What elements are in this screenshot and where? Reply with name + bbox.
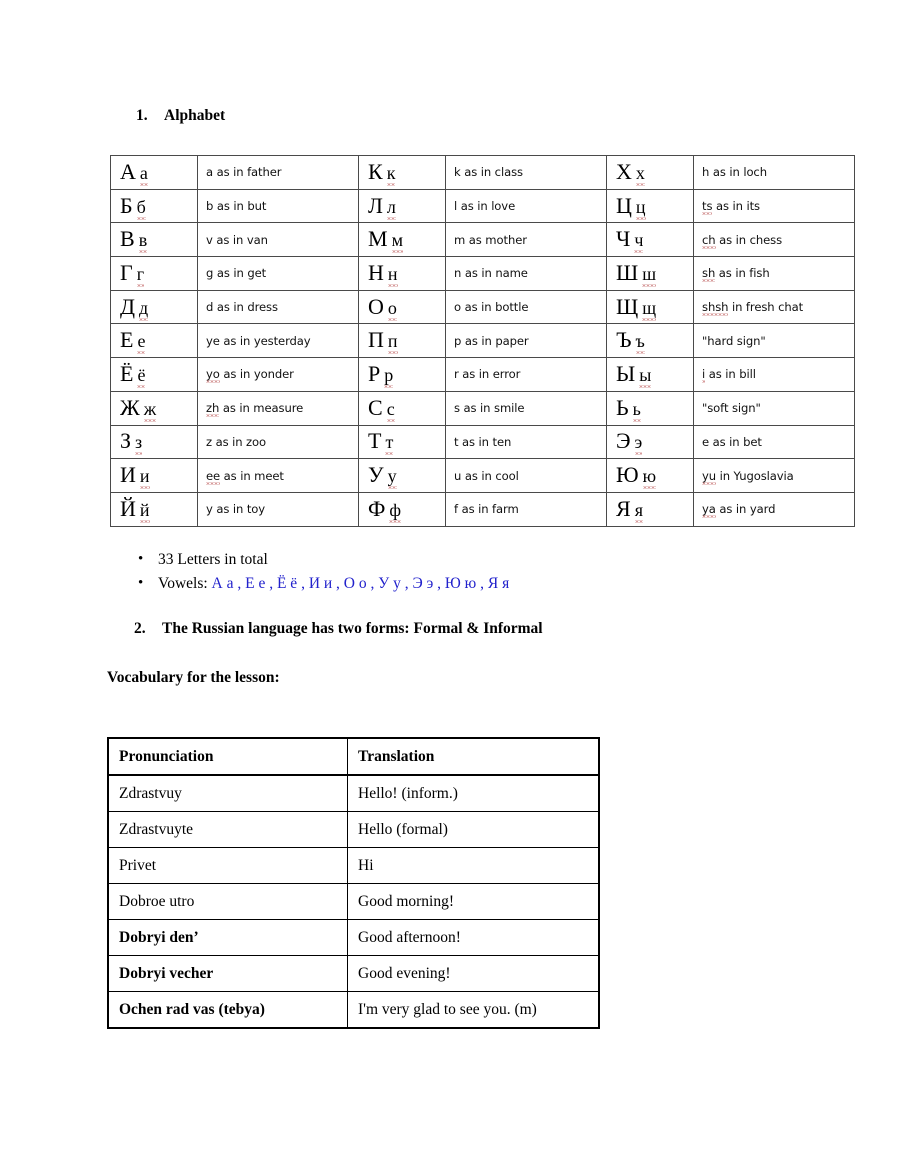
spellcheck-flagged-text: ya — [702, 502, 716, 517]
alphabet-description-cell — [198, 189, 359, 223]
alphabet-description-cell — [694, 391, 855, 425]
cyrillic-lowercase: я — [635, 500, 643, 523]
cyrillic-uppercase: Г — [120, 259, 133, 285]
cyrillic-uppercase: Я — [616, 495, 631, 521]
alphabet-letter-cell — [111, 223, 198, 257]
cyrillic-lowercase: е — [137, 331, 145, 354]
alphabet-description-text: as in yonder — [219, 367, 294, 382]
cyrillic-uppercase: Ё — [120, 360, 134, 386]
alphabet-description-cell — [446, 257, 607, 291]
alphabet-description-cell — [694, 358, 855, 392]
alphabet-letter-cell — [607, 189, 694, 223]
alphabet-letter-cell — [359, 189, 446, 223]
alphabet-description-cell — [446, 358, 607, 392]
alphabet-description-text: as in fish — [715, 266, 770, 281]
spellcheck-flagged-text: shsh — [702, 300, 729, 315]
alphabet-description-cell — [446, 425, 607, 459]
vocabulary-table-row — [108, 956, 599, 992]
alphabet-table-row — [111, 459, 855, 493]
alphabet-description-text: r as in error — [454, 367, 521, 382]
cyrillic-lowercase: о — [388, 298, 397, 321]
cyrillic-lowercase: ш — [642, 264, 656, 287]
cyrillic-lowercase: н — [388, 264, 398, 287]
cyrillic-uppercase: Л — [368, 192, 383, 218]
cyrillic-lowercase: м — [392, 230, 403, 253]
alphabet-description-text: z as in zoo — [206, 434, 267, 449]
alphabet-description-cell — [198, 257, 359, 291]
alphabet-letter-cell — [359, 492, 446, 526]
list-item-vowels — [108, 572, 509, 596]
cyrillic-lowercase: л — [387, 197, 396, 220]
cyrillic-lowercase: ч — [634, 230, 643, 253]
vocabulary-table-body — [108, 738, 599, 1028]
spellcheck-flagged-text: ch — [702, 232, 716, 247]
alphabet-description-cell — [694, 156, 855, 190]
alphabet-description-text: l as in love — [454, 199, 516, 214]
alphabet-letter-cell — [607, 459, 694, 493]
cyrillic-lowercase: х — [636, 163, 645, 186]
alphabet-description-text: u as in cool — [454, 468, 519, 483]
cyrillic-uppercase: Ф — [368, 495, 386, 521]
alphabet-description-text: h as in loch — [702, 165, 767, 180]
section-title: The Russian language has two forms: Formal & Informal — [162, 620, 543, 637]
vocabulary-pronunciation-cell: Dobryi den’ — [108, 920, 348, 956]
alphabet-description-text: n as in name — [454, 266, 528, 281]
alphabet-letter-cell — [111, 189, 198, 223]
spellcheck-flagged-text: zh — [206, 401, 220, 416]
alphabet-letter-cell — [111, 492, 198, 526]
alphabet-description-cell — [198, 459, 359, 493]
alphabet-description-cell — [694, 257, 855, 291]
alphabet-description-cell — [446, 324, 607, 358]
alphabet-description-text: in fresh chat — [728, 300, 804, 315]
alphabet-description-text: e as in bet — [702, 434, 762, 449]
vowels-value: А а , Е е , Ё ё , И и , О о , У у , Э э , Ю ю , Я я — [211, 574, 510, 592]
vocabulary-table-row — [108, 992, 599, 1029]
vocabulary-translation-cell: Good morning! — [348, 884, 600, 920]
alphabet-letter-cell — [607, 290, 694, 324]
alphabet-description-cell — [694, 189, 855, 223]
cyrillic-uppercase: Ь — [616, 394, 629, 420]
cyrillic-lowercase: п — [388, 331, 398, 354]
cyrillic-lowercase: г — [137, 264, 144, 287]
cyrillic-lowercase: к — [387, 163, 396, 186]
alphabet-description-text: v as in van — [206, 232, 268, 247]
cyrillic-lowercase: щ — [642, 298, 656, 321]
vocabulary-translation-cell: Good evening! — [348, 956, 600, 992]
cyrillic-uppercase: П — [368, 327, 384, 353]
alphabet-table-row — [111, 156, 855, 190]
alphabet-description-cell — [198, 425, 359, 459]
cyrillic-lowercase: с — [387, 399, 395, 422]
section-number: 1. — [136, 107, 148, 124]
alphabet-description-cell — [446, 189, 607, 223]
alphabet-description-cell — [446, 492, 607, 526]
alphabet-letter-cell — [111, 324, 198, 358]
cyrillic-lowercase: ъ — [636, 331, 645, 354]
cyrillic-uppercase: Б — [120, 192, 133, 218]
cyrillic-uppercase: О — [368, 293, 384, 319]
cyrillic-uppercase: Н — [368, 259, 384, 285]
alphabet-letter-cell — [111, 425, 198, 459]
column-header-translation: Translation — [348, 738, 600, 775]
alphabet-letter-cell — [359, 223, 446, 257]
alphabet-letter-cell — [111, 156, 198, 190]
alphabet-description-cell — [446, 156, 607, 190]
alphabet-description-text: a as in father — [206, 165, 282, 180]
cyrillic-uppercase: Ц — [616, 192, 632, 218]
cyrillic-lowercase: ю — [643, 466, 656, 489]
cyrillic-uppercase: С — [368, 394, 383, 420]
alphabet-table-row — [111, 391, 855, 425]
alphabet-description-cell — [694, 324, 855, 358]
vocabulary-translation-cell: Hi — [348, 848, 600, 884]
alphabet-letter-cell — [607, 391, 694, 425]
column-header-pronunciation: Pronunciation — [108, 738, 348, 775]
alphabet-letter-cell — [359, 459, 446, 493]
alphabet-description-cell — [694, 492, 855, 526]
alphabet-table-body — [111, 156, 855, 527]
alphabet-description-text: as in meet — [220, 468, 284, 483]
cyrillic-lowercase: и — [140, 466, 150, 489]
alphabet-letter-cell — [359, 391, 446, 425]
cyrillic-lowercase: у — [388, 466, 397, 489]
alphabet-letter-cell — [359, 156, 446, 190]
alphabet-description-text: "soft sign" — [702, 401, 761, 416]
cyrillic-uppercase: Й — [120, 495, 136, 521]
cyrillic-lowercase: б — [137, 197, 146, 220]
cyrillic-lowercase: ы — [639, 365, 651, 388]
alphabet-description-text: t as in ten — [454, 434, 512, 449]
vocabulary-table — [107, 737, 600, 1029]
alphabet-letter-cell — [607, 257, 694, 291]
cyrillic-lowercase: з — [135, 432, 142, 455]
alphabet-description-cell — [198, 358, 359, 392]
alphabet-description-cell — [694, 425, 855, 459]
alphabet-letter-cell — [111, 290, 198, 324]
vocabulary-table-row — [108, 812, 599, 848]
cyrillic-uppercase: И — [120, 462, 136, 488]
spellcheck-flagged-text: sh — [702, 266, 716, 281]
vocabulary-translation-cell: Hello (formal) — [348, 812, 600, 848]
cyrillic-lowercase: ё — [137, 365, 145, 388]
vocabulary-pronunciation-cell: Dobroe utro — [108, 884, 348, 920]
vocabulary-pronunciation-cell: Ochen rad vas (tebya) — [108, 992, 348, 1029]
spellcheck-flagged-text: ee — [206, 468, 221, 483]
letter-count-text: 33 Letters in total — [158, 551, 268, 568]
vowels-label: Vowels: — [158, 574, 212, 592]
alphabet-description-cell — [198, 492, 359, 526]
alphabet-description-text: as in its — [712, 199, 760, 214]
alphabet-description-cell — [694, 459, 855, 493]
alphabet-description-text: "hard sign" — [702, 333, 766, 348]
alphabet-description-cell — [198, 391, 359, 425]
cyrillic-lowercase: д — [139, 298, 148, 321]
cyrillic-uppercase: В — [120, 226, 135, 252]
alphabet-description-cell — [694, 290, 855, 324]
alphabet-letter-cell — [359, 257, 446, 291]
spellcheck-flagged-text: yo — [206, 367, 220, 382]
alphabet-description-text: p as in paper — [454, 333, 529, 348]
alphabet-letter-cell — [607, 324, 694, 358]
cyrillic-uppercase: Х — [616, 158, 632, 184]
cyrillic-lowercase: а — [140, 163, 148, 186]
alphabet-description-text: y as in toy — [206, 502, 266, 517]
cyrillic-lowercase: э — [635, 432, 643, 455]
alphabet-letter-cell — [111, 257, 198, 291]
cyrillic-lowercase: ь — [633, 399, 641, 422]
cyrillic-uppercase: М — [368, 226, 388, 252]
alphabet-letter-cell — [111, 391, 198, 425]
list-item-letter-count — [108, 548, 509, 572]
section-title: Alphabet — [164, 107, 226, 124]
alphabet-letter-cell — [359, 425, 446, 459]
vocabulary-table-row — [108, 848, 599, 884]
alphabet-description-cell — [198, 324, 359, 358]
alphabet-description-text: as in measure — [219, 401, 304, 416]
vocabulary-table-row — [108, 884, 599, 920]
cyrillic-uppercase: Ъ — [616, 327, 632, 353]
cyrillic-uppercase: Ч — [616, 226, 631, 252]
alphabet-description-text: b as in but — [206, 199, 267, 214]
alphabet-table-row — [111, 290, 855, 324]
section-heading-alphabet — [136, 107, 225, 125]
alphabet-description-text: in Yugoslavia — [716, 468, 794, 483]
alphabet-description-cell — [198, 223, 359, 257]
alphabet-description-cell — [446, 223, 607, 257]
vocabulary-translation-cell: Hello! (inform.) — [348, 775, 600, 812]
cyrillic-uppercase: Ы — [616, 360, 636, 386]
alphabet-table-row — [111, 189, 855, 223]
alphabet-description-text: k as in class — [454, 165, 523, 180]
alphabet-description-text: as in bill — [705, 367, 756, 382]
cyrillic-uppercase: У — [368, 462, 384, 488]
cyrillic-lowercase: т — [385, 432, 393, 455]
cyrillic-lowercase: в — [139, 230, 148, 253]
cyrillic-uppercase: Ш — [616, 259, 639, 285]
spellcheck-flagged-text: yu — [702, 468, 717, 483]
alphabet-description-cell — [198, 290, 359, 324]
alphabet-description-text: s as in smile — [454, 401, 525, 416]
cyrillic-uppercase: Э — [616, 428, 631, 454]
cyrillic-lowercase: р — [384, 365, 393, 388]
alphabet-table-row — [111, 257, 855, 291]
alphabet-description-cell — [446, 290, 607, 324]
alphabet-description-text: d as in dress — [206, 300, 278, 315]
alphabet-table-row — [111, 358, 855, 392]
alphabet-description-text: m as mother — [454, 232, 527, 247]
cyrillic-uppercase: К — [368, 158, 383, 184]
cyrillic-uppercase: Д — [120, 293, 136, 319]
vocabulary-translation-cell: Good afternoon! — [348, 920, 600, 956]
vocabulary-pronunciation-cell: Privet — [108, 848, 348, 884]
vocabulary-pronunciation-cell: Zdrastvuy — [108, 775, 348, 812]
vocabulary-translation-cell: I'm very glad to see you. (m) — [348, 992, 600, 1029]
alphabet-description-cell — [446, 391, 607, 425]
alphabet-description-text: o as in bottle — [454, 300, 529, 315]
alphabet-facts-list — [108, 548, 509, 595]
alphabet-table-row — [111, 425, 855, 459]
alphabet-table — [110, 155, 855, 527]
vocabulary-pronunciation-cell: Dobryi vecher — [108, 956, 348, 992]
section-number: 2. — [134, 620, 146, 637]
cyrillic-uppercase: Щ — [616, 293, 639, 319]
cyrillic-uppercase: Ю — [616, 462, 639, 488]
cyrillic-lowercase: ц — [636, 197, 646, 220]
alphabet-letter-cell — [359, 358, 446, 392]
alphabet-letter-cell — [111, 459, 198, 493]
cyrillic-lowercase: й — [140, 500, 150, 523]
vocabulary-header-row — [108, 738, 599, 775]
alphabet-description-text: ye as in yesterday — [206, 333, 311, 348]
spellcheck-flagged-text: ts — [702, 199, 713, 214]
vocabulary-table-row — [108, 920, 599, 956]
alphabet-description-text: as in chess — [715, 232, 783, 247]
cyrillic-uppercase: З — [120, 428, 132, 454]
alphabet-description-cell — [446, 459, 607, 493]
alphabet-letter-cell — [607, 358, 694, 392]
alphabet-description-cell — [198, 156, 359, 190]
alphabet-description-text: g as in get — [206, 266, 267, 281]
alphabet-letter-cell — [607, 156, 694, 190]
vocabulary-table-row — [108, 775, 599, 812]
cyrillic-uppercase: Е — [120, 327, 134, 353]
alphabet-letter-cell — [607, 492, 694, 526]
cyrillic-uppercase: Т — [368, 428, 382, 454]
cyrillic-uppercase: Ж — [120, 394, 140, 420]
vocabulary-pronunciation-cell: Zdrastvuyte — [108, 812, 348, 848]
section-heading-forms — [134, 620, 543, 638]
cyrillic-lowercase: ж — [144, 399, 156, 422]
cyrillic-uppercase: Р — [368, 360, 381, 386]
alphabet-table-row — [111, 492, 855, 526]
alphabet-letter-cell — [359, 324, 446, 358]
alphabet-description-text: as in yard — [715, 502, 776, 517]
alphabet-table-row — [111, 324, 855, 358]
spellcheck-flagged-text: i — [702, 367, 706, 382]
vocabulary-label: Vocabulary for the lesson: — [107, 669, 280, 686]
cyrillic-uppercase: А — [120, 158, 136, 184]
alphabet-letter-cell — [359, 290, 446, 324]
cyrillic-lowercase: ф — [389, 500, 401, 523]
alphabet-table-row — [111, 223, 855, 257]
alphabet-letter-cell — [111, 358, 198, 392]
alphabet-letter-cell — [607, 223, 694, 257]
alphabet-description-text: f as in farm — [454, 502, 519, 517]
alphabet-description-cell — [694, 223, 855, 257]
alphabet-letter-cell — [607, 425, 694, 459]
